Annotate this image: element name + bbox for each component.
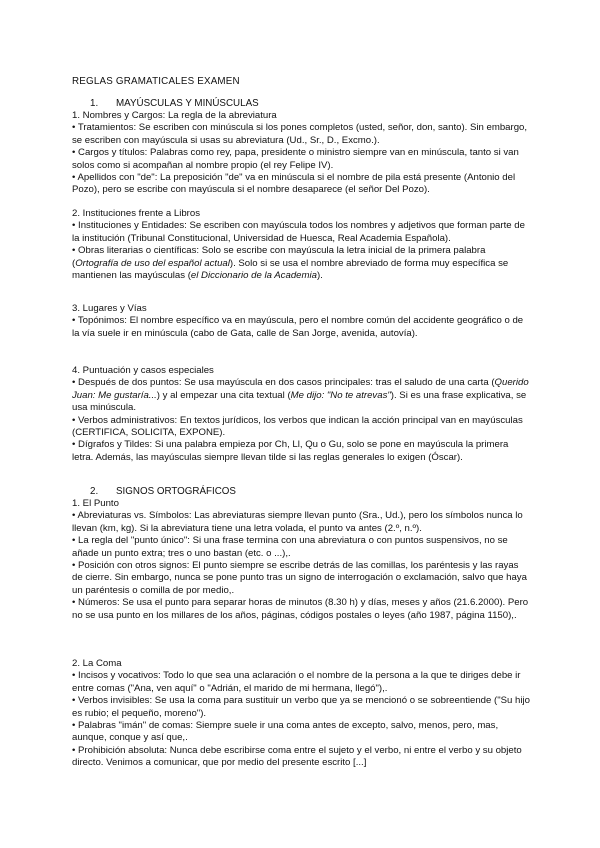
part1-heading — [90, 98, 259, 110]
document-title: REGLAS GRAMATICALES EXAMEN — [72, 76, 240, 87]
paragraph: • Verbos administrativos: En textos jurídicos, los verbos que indican la acción principal van en mayúsculas (CERTIFICA, SOLICITA, EXPONE). — [72, 414, 523, 439]
paragraph: • Obras literarias o científicas: Solo se escribe con mayúscula la letra inicial de la primera palabra (Ortografía de uso del español actual). Solo si se usa el nombre abreviado de forma muy específica se mantienen las mayúsculas (el Diccionario de la Academia). — [72, 245, 509, 282]
section-nombres-cargos — [72, 110, 530, 197]
paragraph: • Incisos y vocativos: Todo lo que sea una aclaración o el nombre de la persona a la que te diriges debe ir entre comas ("Ana, ven aquí" o "Adrián, el marido de mi hermana, llegó"),. — [72, 670, 521, 694]
section-la-coma — [72, 658, 530, 770]
paragraph: • Prohibición absoluta: Nunca debe escribirse coma entre el sujeto y el verbo, ni entre el verbo y su objeto directo. Venimos a comunicar, que por medio del presente escrito [...] — [72, 744, 522, 769]
part1-title: MAYÚSCULAS Y MINÚSCULAS — [116, 98, 259, 109]
part2-number: 2. — [90, 486, 99, 497]
paragraph: • Números: Se usa el punto para separar horas de minutos (8.30 h) y días, meses y años (21.6.2000). Pero no se usa punto en los millares de los años, páginas, códigos postales o leyes (año 1987, página 1150),. — [72, 597, 529, 621]
section-heading: 1. Nombres y Cargos: La regla de la abreviatura — [72, 110, 277, 121]
paragraph: • Posición con otros signos: El punto siempre se escribe detrás de las comillas, los paréntesis y las rayas de cierre. Sin embargo, nunca se pone punto tras un signo de interrogación o exclamación, salvo que haya un paréntesis o comilla de por medio,. — [72, 560, 527, 596]
section-heading: 3. Lugares y Vías — [72, 303, 147, 314]
paragraph: • Tratamientos: Se escriben con minúscula si los pones completos (usted, señor, don, santo). Sin embargo, se escriben con mayúscula si usas su abreviatura (Ud., Sr., D., Excmo.). — [72, 122, 528, 146]
section-puntuacion — [72, 365, 530, 464]
section-instituciones — [72, 208, 530, 282]
paragraph: • Topónimos: El nombre específico va en mayúscula, pero el nombre común del accidente geográfico o de la vía suele ir en minúscula (cabo de Gata, calle de San Jorge, avenida, autovía). — [72, 315, 524, 339]
paragraph: • Abreviaturas vs. Símbolos: Las abreviaturas siempre llevan punto (Sra., Ud.), pero los símbolos nunca lo llevan (km, kg). Si la abreviatura tiene una letra volada, el punto va antes (2.º, n.º). — [72, 510, 523, 534]
paragraph: • Cargos y títulos: Palabras como rey, papa, presidente o ministro siempre van en minúscula, tanto si van solos como si acompañan al nombre propio (el rey Felipe IV). — [72, 147, 519, 171]
section-heading: 1. El Punto — [72, 498, 119, 509]
section-el-punto — [72, 498, 530, 622]
section-lugares — [72, 303, 530, 340]
paragraph: • Dígrafos y Tildes: Si una palabra empieza por Ch, Ll, Qu o Gu, solo se pone en mayúscula la primera letra. Además, las mayúsculas siempre llevan tilde si las reglas generales lo exigen (Óscar). — [72, 439, 509, 463]
paragraph: • Después de dos puntos: Se usa mayúscula en dos casos principales: tras el saludo de una carta (Querido Juan: Me gustaría...) y al empezar una cita textual (Me dijo: "No te atrevas"). Si es una frase explicativa, se usa minúscula. — [72, 377, 529, 414]
paragraph: • Palabras "imán" de comas: Siempre suele ir una coma antes de excepto, salvo, menos, pero, mas, aunque, conque y así que,. — [72, 720, 499, 744]
paragraph: • Verbos invisibles: Se usa la coma para sustituir un verbo que ya se mencionó o se sobreentiende ("Su hijo es rubio; el pequeño, moreno"). — [72, 695, 530, 719]
paragraph: • Apellidos con "de": La preposición "de" va en minúscula si el nombre de pila está presente (Antonio del Pozo), pero se escribe con mayúscula si el nombre desaparece (el señor Del Pozo). — [72, 172, 516, 196]
paragraph: • Instituciones y Entidades: Se escriben con mayúscula todos los nombres y adjetivos que forman parte de la institución (Tribunal Constitucional, Universidad de Huesca, Real Academia Española). — [72, 220, 525, 244]
part1-number: 1. — [90, 98, 99, 109]
part2-title: SIGNOS ORTOGRÁFICOS — [116, 486, 236, 497]
section-heading: 2. La Coma — [72, 658, 122, 669]
part2-heading — [90, 486, 236, 498]
paragraph: • La regla del "punto único": Si una frase termina con una abreviatura o con puntos suspensivos, no se añade un punto extra; tres o uno bastan (etc. o ...),. — [72, 535, 508, 559]
section-heading: 4. Puntuación y casos especiales — [72, 365, 214, 376]
section-heading: 2. Instituciones frente a Libros — [72, 208, 200, 219]
